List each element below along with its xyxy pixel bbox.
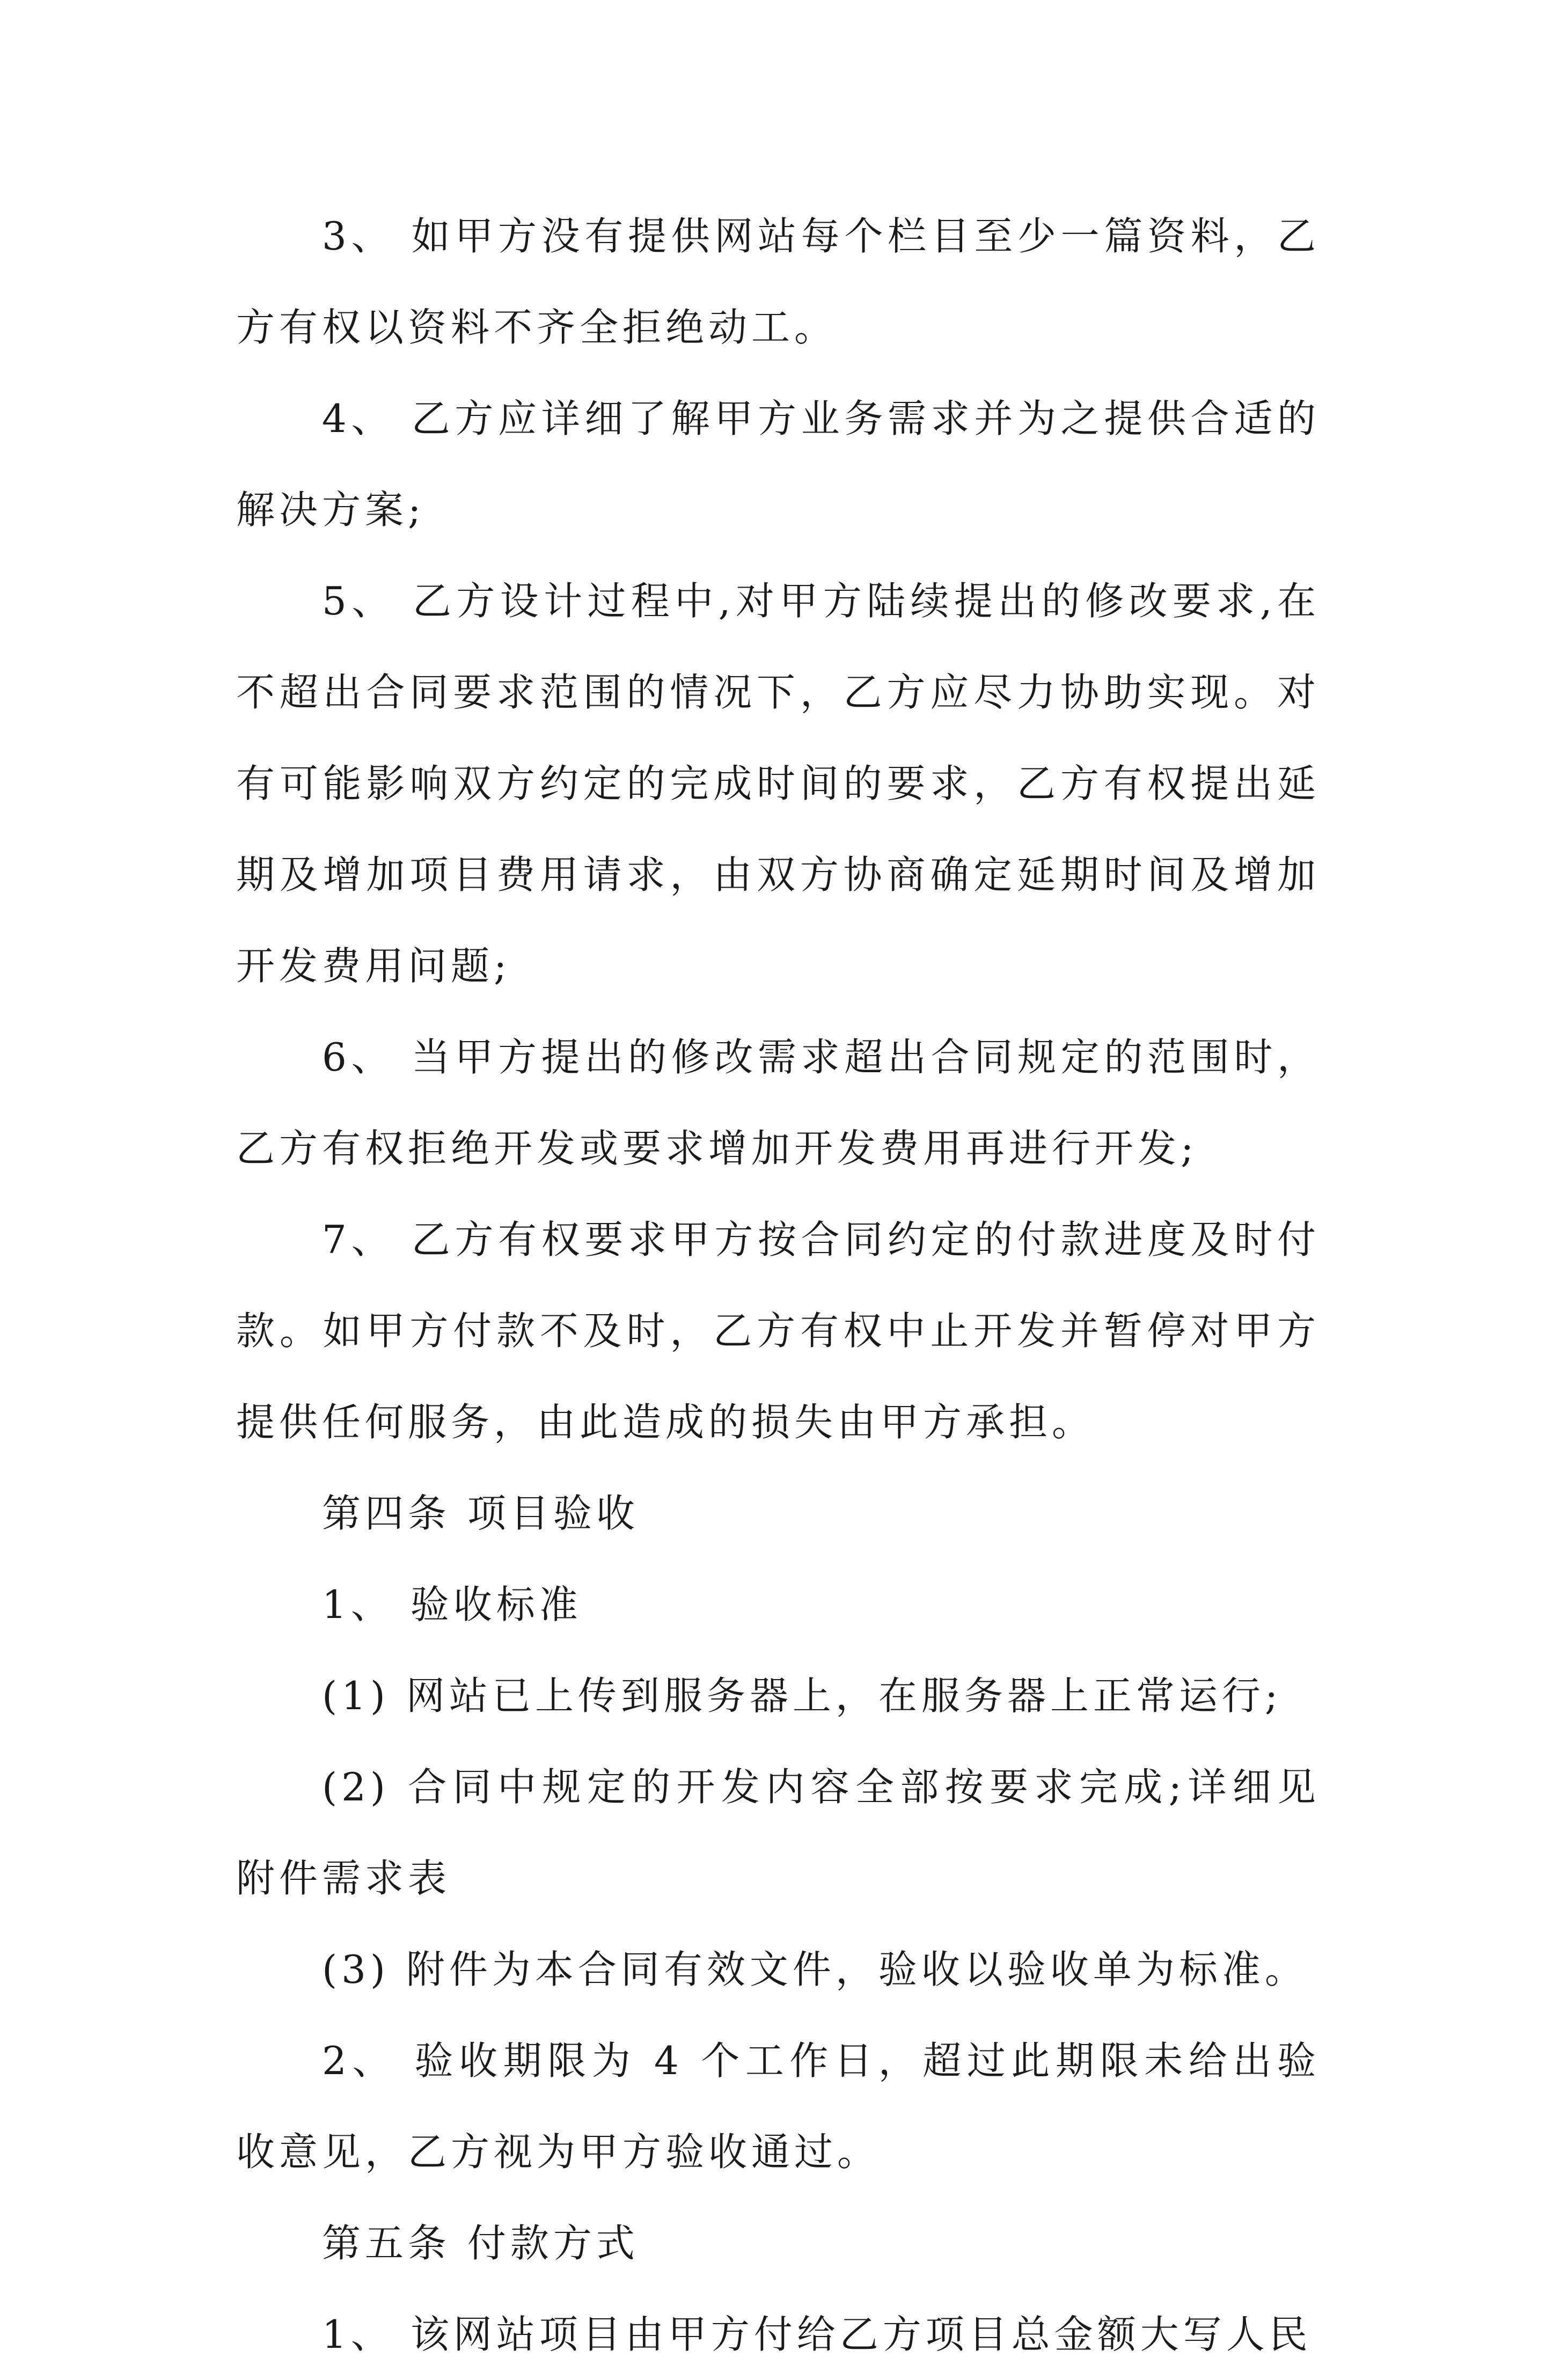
acceptance-item-3: (3) 附件为本合同有效文件，验收以验收单为标准。 [322,1947,1308,1992]
clause-5-paragraph: 5、 乙方设计过程中,对甲方陆续提出的修改要求,在不超出合同要求范围的情况下，乙方应尽力协助实现。对有可能影响双方约定的完成时间的要求，乙方有权提出延期及增加项目费用请求，由双方协商确定延期时间及增加开发费用问题; [236,578,1320,988]
section-heading-acceptance: 第四条 项目验收 [322,1491,639,1536]
acceptance-item-1: (1) 网站已上传到服务器上，在服务器上正常运行; [322,1673,1283,1718]
clause-3-paragraph: 3、 如甲方没有提供网站每个栏目至少一篇资料，乙方有权以资料不齐全拒绝动工。 [236,214,1320,350]
contract-body [236,191,1320,2380]
acceptance-item-2: (2) 合同中规定的开发内容全部按要求完成;详细见附件需求表 [236,1764,1320,1901]
clause-4-paragraph: 4、 乙方应详细了解甲方业务需求并为之提供合适的解决方案; [236,396,1320,532]
payment-clause-1: 1、 该网站项目由甲方付给乙方项目总金额大写人民 [322,2312,1312,2357]
section-heading-payment: 第五条 付款方式 [322,2221,639,2266]
clause-7-paragraph: 7、 乙方有权要求甲方按合同约定的付款进度及时付款。如甲方付款不及时，乙方有权中止开发并暂停对甲方提供任何服务，由此造成的损失由甲方承担。 [236,1217,1320,1445]
clause-6-paragraph: 6、 当甲方提出的修改需求超出合同规定的范围时，乙方有权拒绝开发或要求增加开发费用再进行开发; [236,1035,1320,1171]
acceptance-period-paragraph: 2、 验收期限为 4 个工作日，超过此期限未给出验收意见，乙方视为甲方验收通过。 [236,2038,1320,2174]
acceptance-standard-heading: 1、 验收标准 [322,1582,582,1627]
